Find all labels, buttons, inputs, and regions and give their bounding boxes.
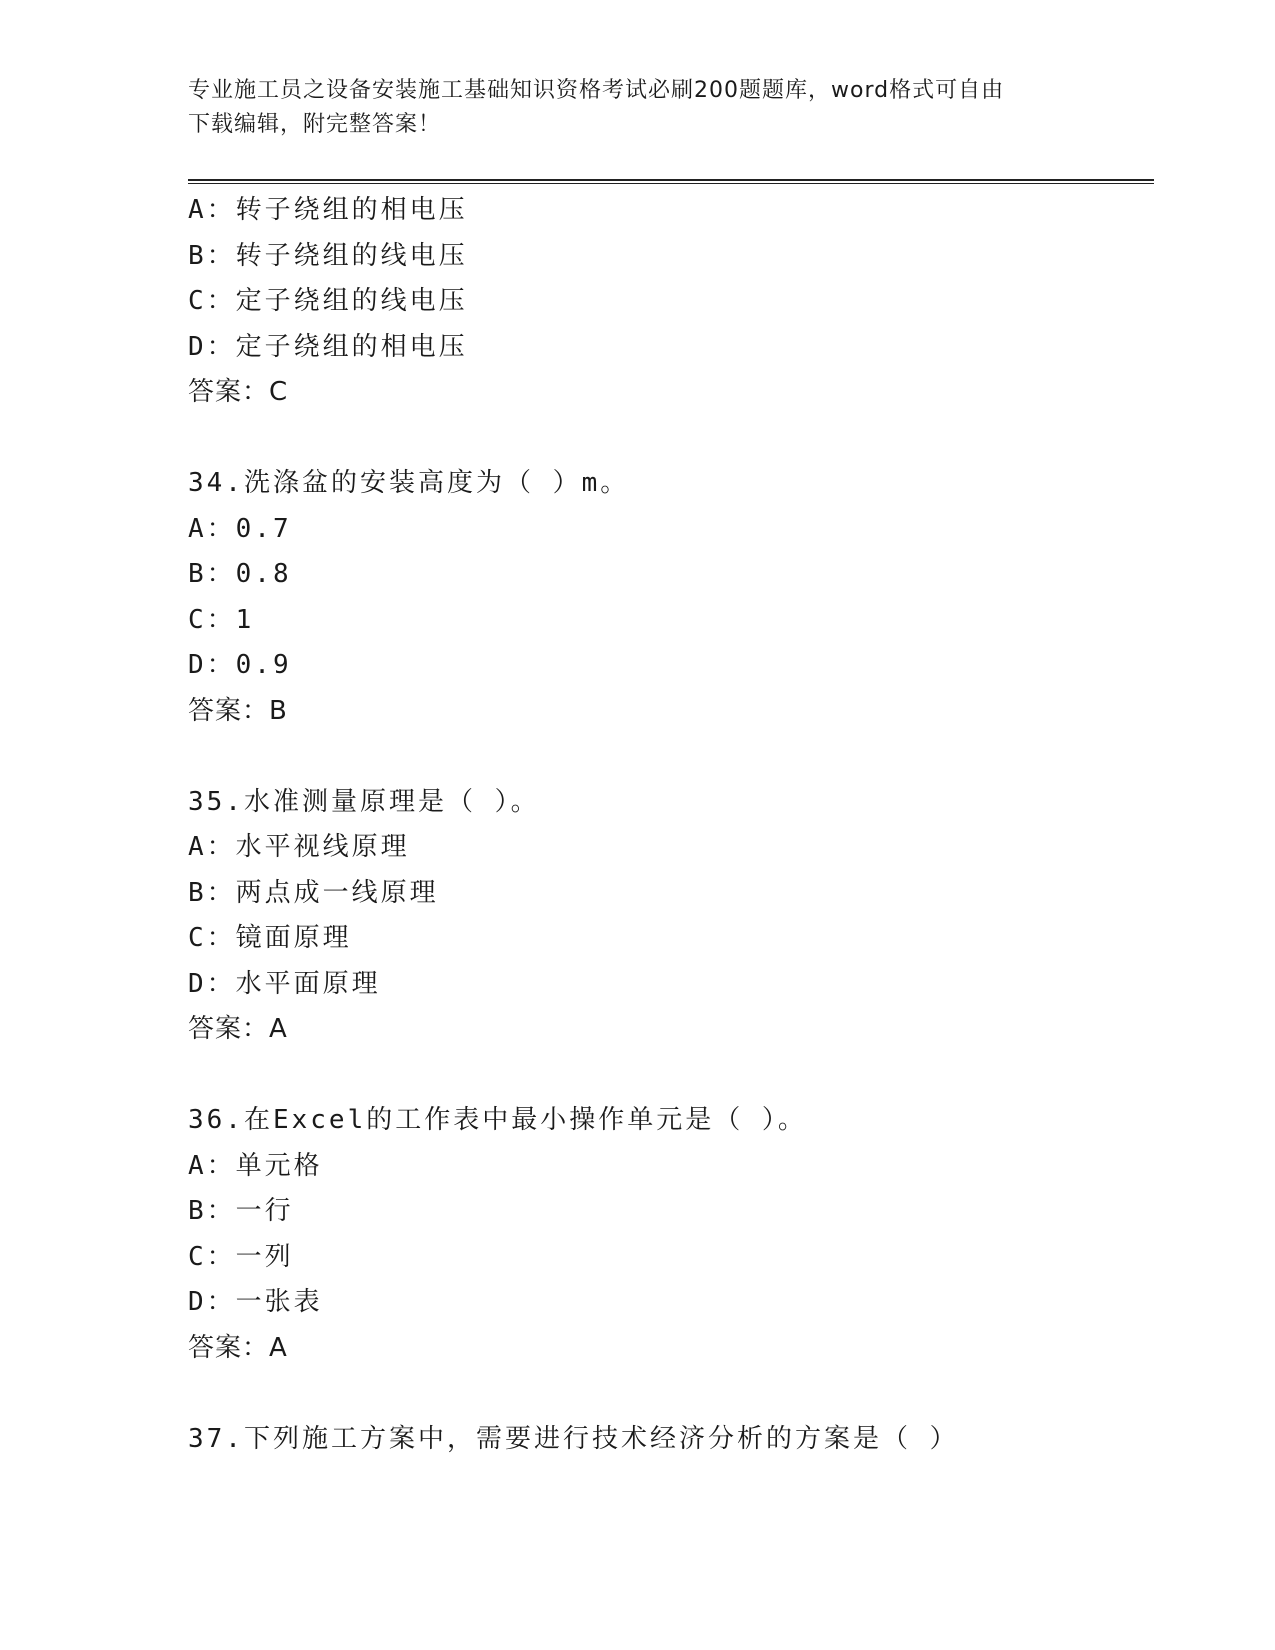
document-header	[188, 74, 1068, 142]
header-title-line-1: 专业施工员之设备安装施工基础知识资格考试必刷200题题库，word格式可自由	[188, 78, 1005, 103]
header-title-line-2: 下载编辑，附完整答案！	[188, 112, 442, 137]
option-b: B：0.8	[188, 559, 292, 589]
option-c: C：1	[188, 604, 255, 635]
option-a: A：0.7	[188, 513, 292, 544]
question-text: 34.洗涤盆的安装高度为（ ）m。	[188, 468, 630, 498]
header-divider	[188, 179, 1154, 184]
option-d: D：0.9	[188, 650, 292, 680]
question-36	[188, 1098, 1148, 1371]
option-a: A：单元格	[188, 1150, 323, 1181]
option-c: C：一列	[188, 1241, 294, 1272]
option-b: B：两点成一线原理	[188, 877, 439, 908]
option-a: A：水平视线原理	[188, 832, 410, 862]
answer: 答案：C	[188, 377, 289, 407]
option-d: D：一张表	[188, 1287, 323, 1317]
option-b: B：转子绕组的线电压	[188, 240, 468, 271]
question-text: 35.水准测量原理是（ ）。	[188, 786, 540, 817]
option-d: D：定子绕组的相电压	[188, 331, 468, 362]
option-b: B：一行	[188, 1196, 294, 1226]
question-text: 36.在Excel的工作表中最小操作单元是（ ）。	[188, 1105, 807, 1135]
option-a: A：转子绕组的相电压	[188, 195, 468, 225]
question-34	[188, 461, 1148, 734]
question-37	[188, 1417, 1148, 1463]
answer: 答案：A	[188, 1014, 288, 1044]
question-list	[188, 188, 1148, 1462]
option-d: D：水平面原理	[188, 968, 381, 999]
answer: 答案：A	[188, 1332, 288, 1363]
answer: 答案：B	[188, 695, 288, 726]
option-c: C：定子绕组的线电压	[188, 286, 468, 316]
question-text: 37.下列施工方案中，需要进行技术经济分析的方案是（ ）	[188, 1423, 959, 1454]
option-c: C：镜面原理	[188, 923, 352, 953]
question-33	[188, 188, 1148, 416]
question-35	[188, 780, 1148, 1053]
